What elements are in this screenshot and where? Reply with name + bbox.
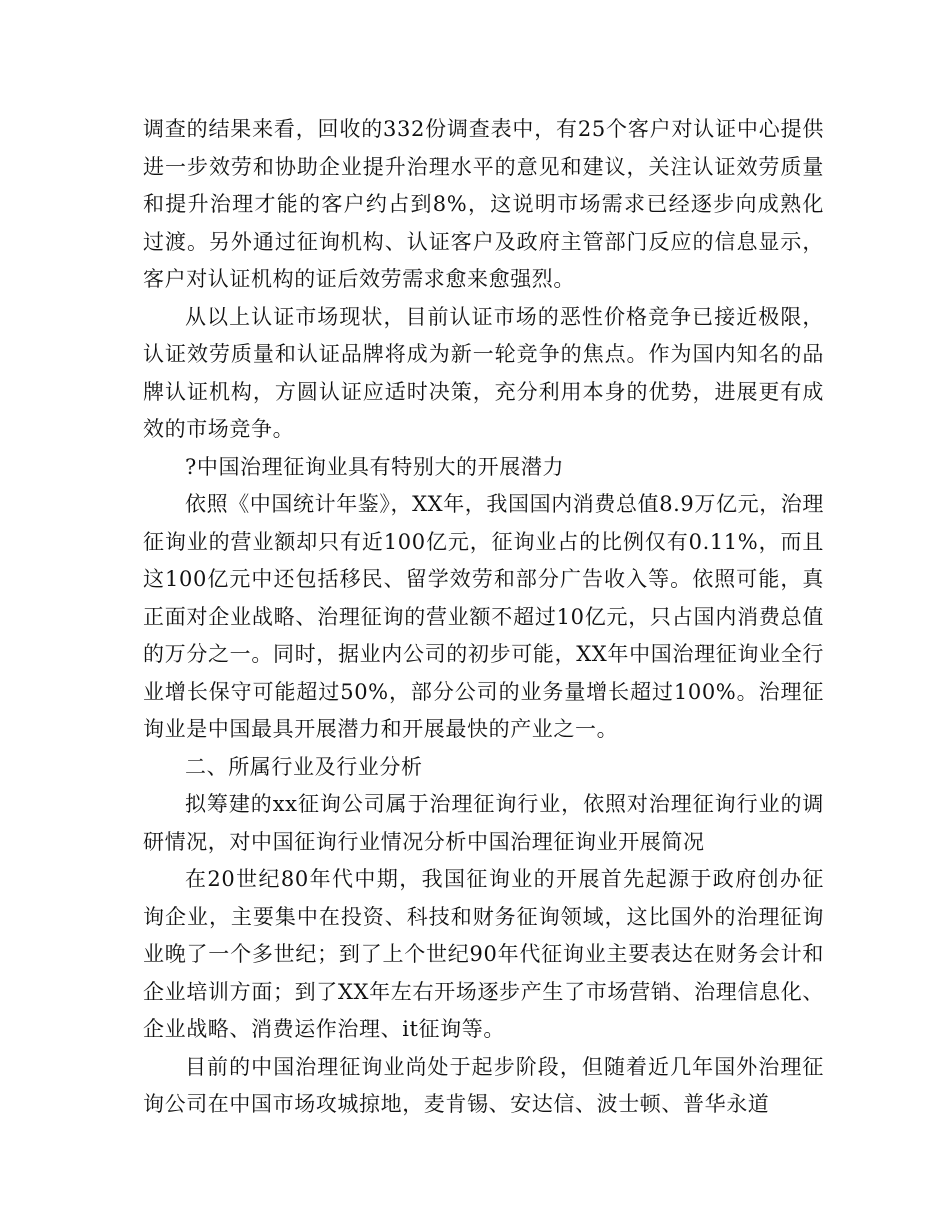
paragraph-1: 调查的结果来看，回收的332份调查表中，有25个客户对认证中心提供进一步效劳和协助企业提升治理水平的意见和建议，关注认证效劳质量和提升治理才能的客户约占到8%，这说明市场需求已经逐步向成熟化过渡。另外通过征询机构、认证客户及政府主管部门反应的信息显示，客户对认证机构的证后效劳需求愈来愈强烈。 (143, 117, 824, 291)
paragraph-2: 从以上认证市场现状，目前认证市场的恶性价格竞争已接近极限，认证效劳质量和认证品牌将成为新一轮竞争的焦点。作为国内知名的品牌认证机构，方圆认证应适时决策，充分利用本身的优势，进展更有成效的市场竞争。 (143, 304, 824, 441)
section-heading-potential: ?中国治理征询业具有特别大的开展潜力 (185, 454, 565, 479)
paragraph-5: 在20世纪80年代中期，我国征询业的开展首先起源于政府创办征询企业，主要集中在投资、科技和财务征询领域，这比国外的治理征询业晚了一个多世纪；到了上个世纪90年代征询业主要表达在财务会计和企业培训方面；到了XX年左右开场逐步产生了市场营销、治理信息化、企业战略、消费运作治理、it征询等。 (143, 867, 824, 1041)
paragraph-6: 目前的中国治理征询业尚处于起步阶段，但随着近几年国外治理征询公司在中国市场攻城掠地，麦肯锡、安达信、波士顿、普华永道 (143, 1054, 824, 1116)
paragraph-4: 拟筹建的xx征询公司属于治理征询行业，依照对治理征询行业的调研情况，对中国征询行业情况分析中国治理征询业开展简况 (143, 792, 824, 854)
paragraph-3: 依照《中国统计年鉴》，XX年，我国国内消费总值8.9万亿元，治理征询业的营业额却只有近100亿元，征询业占的比例仅有0.11%，而且这100亿元中还包括移民、留学效劳和部分广告收入等。依照可能，真正面对企业战略、治理征询的营业额不超过10亿元，只占国内消费总值的万分之一。同时，据业内公司的初步可能，XX年中国治理征询业全行业增长保守可能超过50%，部分公司的业务量增长超过100%。治理征询业是中国最具开展潜力和开展最快的产业之一。 (143, 492, 824, 741)
section-heading-industry: 二、所属行业及行业分析 (185, 754, 423, 779)
